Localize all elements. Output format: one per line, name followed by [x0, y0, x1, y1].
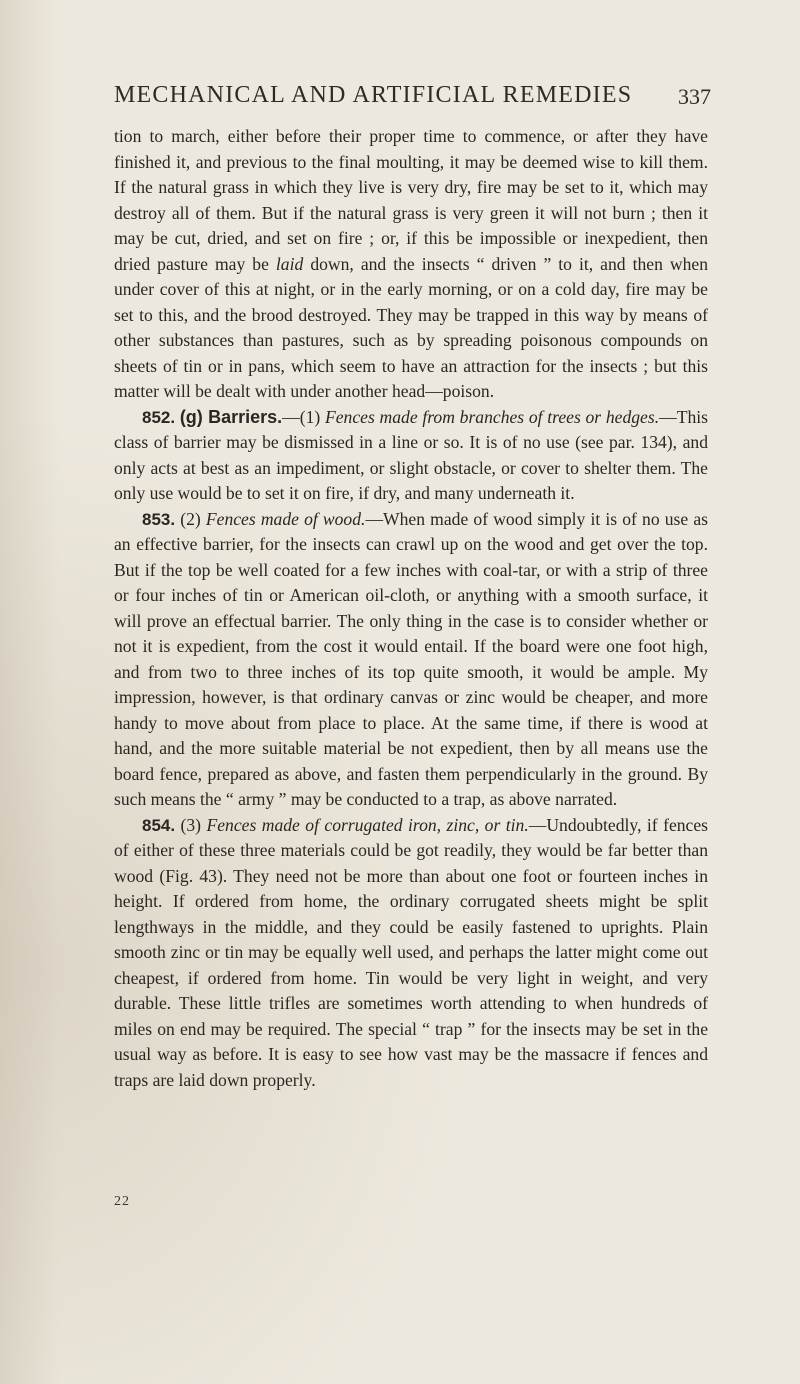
paragraph-852: [114, 405, 708, 507]
paragraph-854-lead: (3): [175, 814, 207, 835]
body-text: [114, 124, 708, 1093]
running-head: [0, 82, 800, 112]
paragraph-853: [114, 507, 708, 813]
paragraph-852-text: —This class of barrier may be dismissed in a line or so. It is of no use (see par. 134), and only acts at best as an impediment, or slight obstacle, or cover to shelter them. The only use would be to set it on fire, if dry, and many underneath it.: [114, 406, 708, 503]
paragraph-number-853: 853.: [142, 509, 176, 529]
paragraph-number-854: 854.: [142, 815, 176, 835]
paragraph-intro: [114, 124, 708, 405]
paragraph-853-lead: (2): [175, 508, 206, 529]
paragraph-854-text: —Undoubtedly, if fences of either of these three materials could be got readily, they would be far better than wood (Fig. 43). They need not be more than about one foot or fourteen inches in height. If ordered from home, the ordinary corrugated sheets might be split lengthways in the middle, and they could be easily fastened to uprights. Plain smooth zinc or tin may be equally well used, and perhaps the latter might come out cheapest, if ordered from home. Tin would be very light in weight, and very durable. These little trifles are sometimes worth attending to when hundreds of miles on end may be required. The special “ trap ” for the insects may be set in the usual way as before. It is easy to see how vast may be the massacre if fences and traps are laid down properly.: [114, 814, 709, 1090]
paragraph-number-852: 852.: [142, 407, 176, 427]
signature-mark: 22: [114, 1194, 130, 1209]
paragraph-852-title: Fences made from branches of trees or hedges.: [325, 406, 660, 427]
page-number: 337: [678, 84, 711, 109]
paragraph-854-title: Fences made of corrugated iron, zinc, or tin.: [206, 814, 529, 835]
intro-text-rest: down, and the insects “ driven ” to it, and then when under cover of this at night, or in the early morning, or on a cold day, fire may be set to this, and the brood destroyed. They may be trapped in this way by means of other substances than pastures, such as by spreading poisonous compounds on sheets of tin or in pans, which seem to have an attraction for the insects ; but this matter will be dealt with under another head—poison.: [114, 253, 708, 401]
running-title: MECHANICAL AND ARTIFICIAL REMEDIES: [114, 82, 633, 108]
section-heading-barriers: (g) Barriers.: [179, 406, 283, 427]
paragraph-854: [114, 813, 708, 1094]
paragraph-853-text: —When made of wood simply it is of no use as an effective barrier, for the insects can crawl up on the wood and get over the top. But if the top be well coated for a few inches with coal-tar, or with a strip of three or four inches of tin or American oil-cloth, or anything with a smooth surface, it will prove an effectual barrier. The only thing in the case is to consider whether or not it is expedient, from the cost it would entail. If the board were one foot high, and from two to three inches of its top quite smooth, it would be ample. My impression, however, is that ordinary canvas or zinc would be cheaper, and more handy to move about from place to place. At the same time, if there is wood at hand, and the more suitable material be not expedient, then by all means use the board fence, prepared as above, and fasten them perpendicularly in the ground. By such means the “ army ” may be conducted to a trap, as above narrated.: [114, 508, 709, 809]
paragraph-852-dash: —(1): [282, 406, 325, 427]
intro-text: tion to march, either before their proper time to commence, or after they have finished it, and previous to the final moulting, it may be deemed wise to kill them. If the natural grass in which they live is very dry, fire may be set to it, which may destroy all of them. But if the natural grass is very green it will not burn ; then it may be cut, dried, and set on fire ; or, if this be impossible or inexpedient, then dried pasture may be: [114, 126, 708, 274]
paragraph-853-title: Fences made of wood.: [205, 508, 366, 529]
intro-italic-laid: laid: [275, 253, 304, 274]
